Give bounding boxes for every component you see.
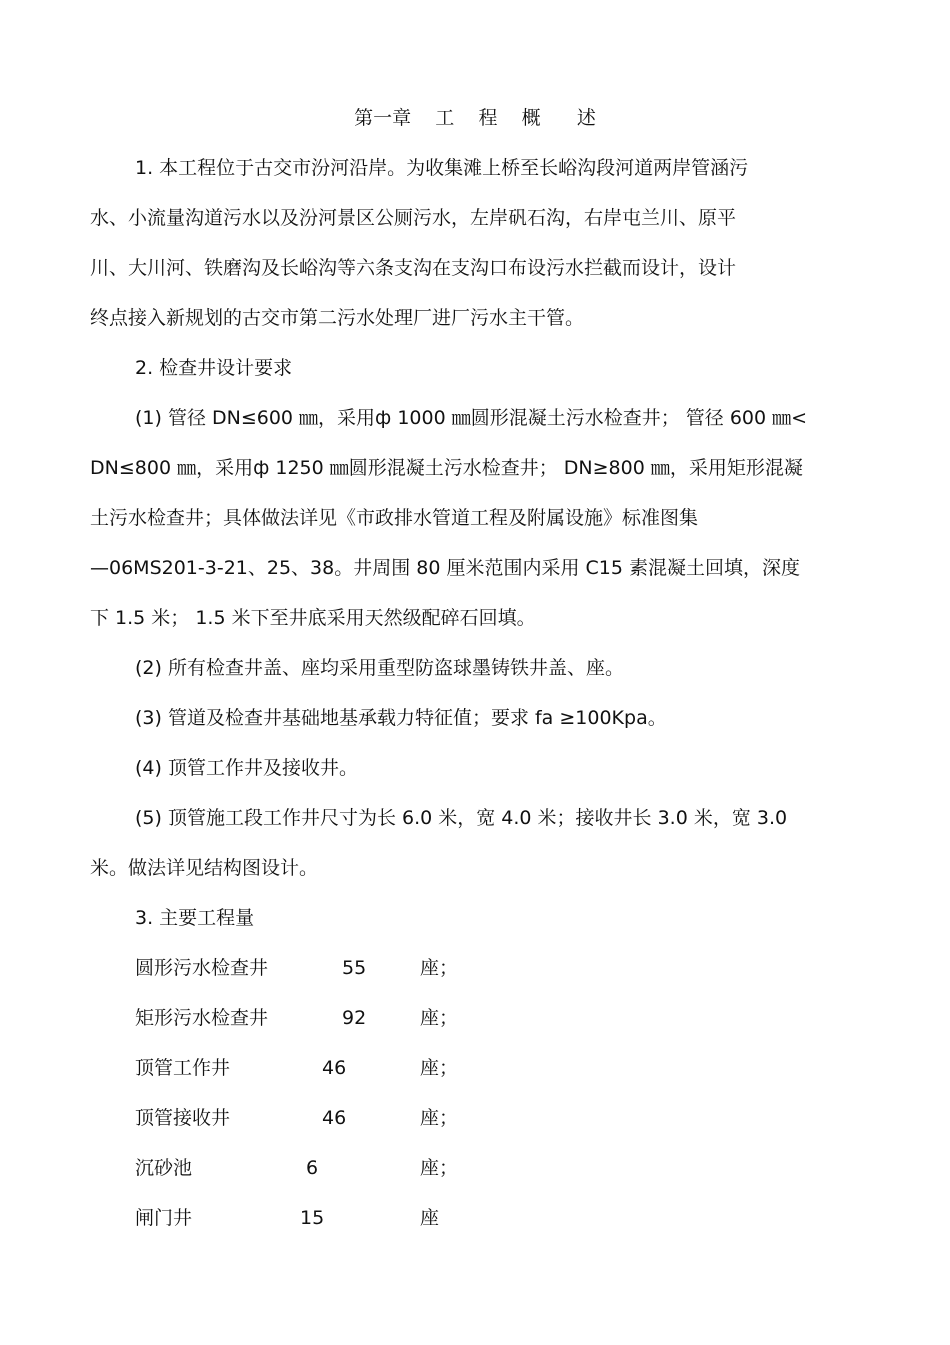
item-1-line-4: —06MS201-3-21、25、38。井周围 80 厘米范围内采用 C15 素混凝土回填，深度 [90, 557, 801, 579]
item-1-line-5: 下 1.5 米； 1.5 米下至井底采用天然级配碎石回填。 [90, 607, 536, 629]
quantity-row [0, 1156, 950, 1180]
quantity-unit: 座； [420, 1107, 459, 1129]
item-5-line-1: (5) 顶管施工段工作井尺寸为长 6.0 米，宽 4.0 米；接收井长 3.0 米，宽 3.0 [135, 807, 788, 829]
quantity-unit: 座； [420, 1057, 459, 1079]
section-2-heading: 2. 检查井设计要求 [135, 357, 293, 379]
quantity-row [0, 956, 950, 980]
item-1-line-3: 土污水检查井；具体做法详见《市政排水管道工程及附属设施》标准图集 [90, 507, 699, 529]
quantity-row [0, 1056, 950, 1080]
quantity-count: 15 [300, 1207, 325, 1229]
paragraph-1-line-1: 1. 本工程位于古交市汾河沿岸。为收集滩上桥至长峪沟段河道两岸管涵污 [135, 157, 749, 179]
item-4: (4) 顶管工作井及接收井。 [135, 757, 358, 779]
quantity-count: 46 [322, 1107, 347, 1129]
quantity-name: 顶管接收井 [135, 1107, 231, 1129]
quantity-name: 顶管工作井 [135, 1057, 231, 1079]
quantity-row [0, 1006, 950, 1030]
item-5-line-2: 米。做法详见结构图设计。 [90, 857, 319, 879]
quantity-unit: 座； [420, 1007, 459, 1029]
paragraph-1-line-2: 水、小流量沟道污水以及汾河景区公厕污水，左岸矾石沟，右岸屯兰川、原平 [90, 207, 737, 229]
item-2: (2) 所有检查井盖、座均采用重型防盗球墨铸铁井盖、座。 [135, 657, 624, 679]
quantity-unit: 座； [420, 957, 459, 979]
chapter-title: 第一章 工 程 概 述 [354, 107, 596, 129]
quantity-unit: 座； [420, 1157, 459, 1179]
quantity-row [0, 1106, 950, 1130]
quantity-name: 矩形污水检查井 [135, 1007, 269, 1029]
item-3: (3) 管道及检查井基础地基承载力特征值；要求 fa ≥100Kpa。 [135, 707, 667, 729]
quantity-unit: 座 [420, 1207, 440, 1229]
quantity-count: 6 [306, 1157, 319, 1179]
quantity-name: 沉砂池 [135, 1157, 193, 1179]
section-3-heading: 3. 主要工程量 [135, 907, 255, 929]
quantity-row [0, 1206, 950, 1230]
quantity-count: 55 [342, 957, 367, 979]
paragraph-1-line-4: 终点接入新规划的古交市第二污水处理厂进厂污水主干管。 [90, 307, 585, 329]
quantity-name: 圆形污水检查井 [135, 957, 269, 979]
item-1-line-2: DN≤800 ㎜，采用ф 1250 ㎜圆形混凝土污水检查井； DN≥800 ㎜，采用矩形混凝 [90, 457, 803, 479]
quantity-name: 闸门井 [135, 1207, 193, 1229]
item-1-line-1: (1) 管径 DN≤600 ㎜，采用ф 1000 ㎜圆形混凝土污水检查井； 管径 600 ㎜< [135, 407, 808, 429]
paragraph-1-line-3: 川、大川河、铁磨沟及长峪沟等六条支沟在支沟口布设污水拦截而设计，设计 [90, 257, 737, 279]
quantity-count: 92 [342, 1007, 367, 1029]
quantity-count: 46 [322, 1057, 347, 1079]
